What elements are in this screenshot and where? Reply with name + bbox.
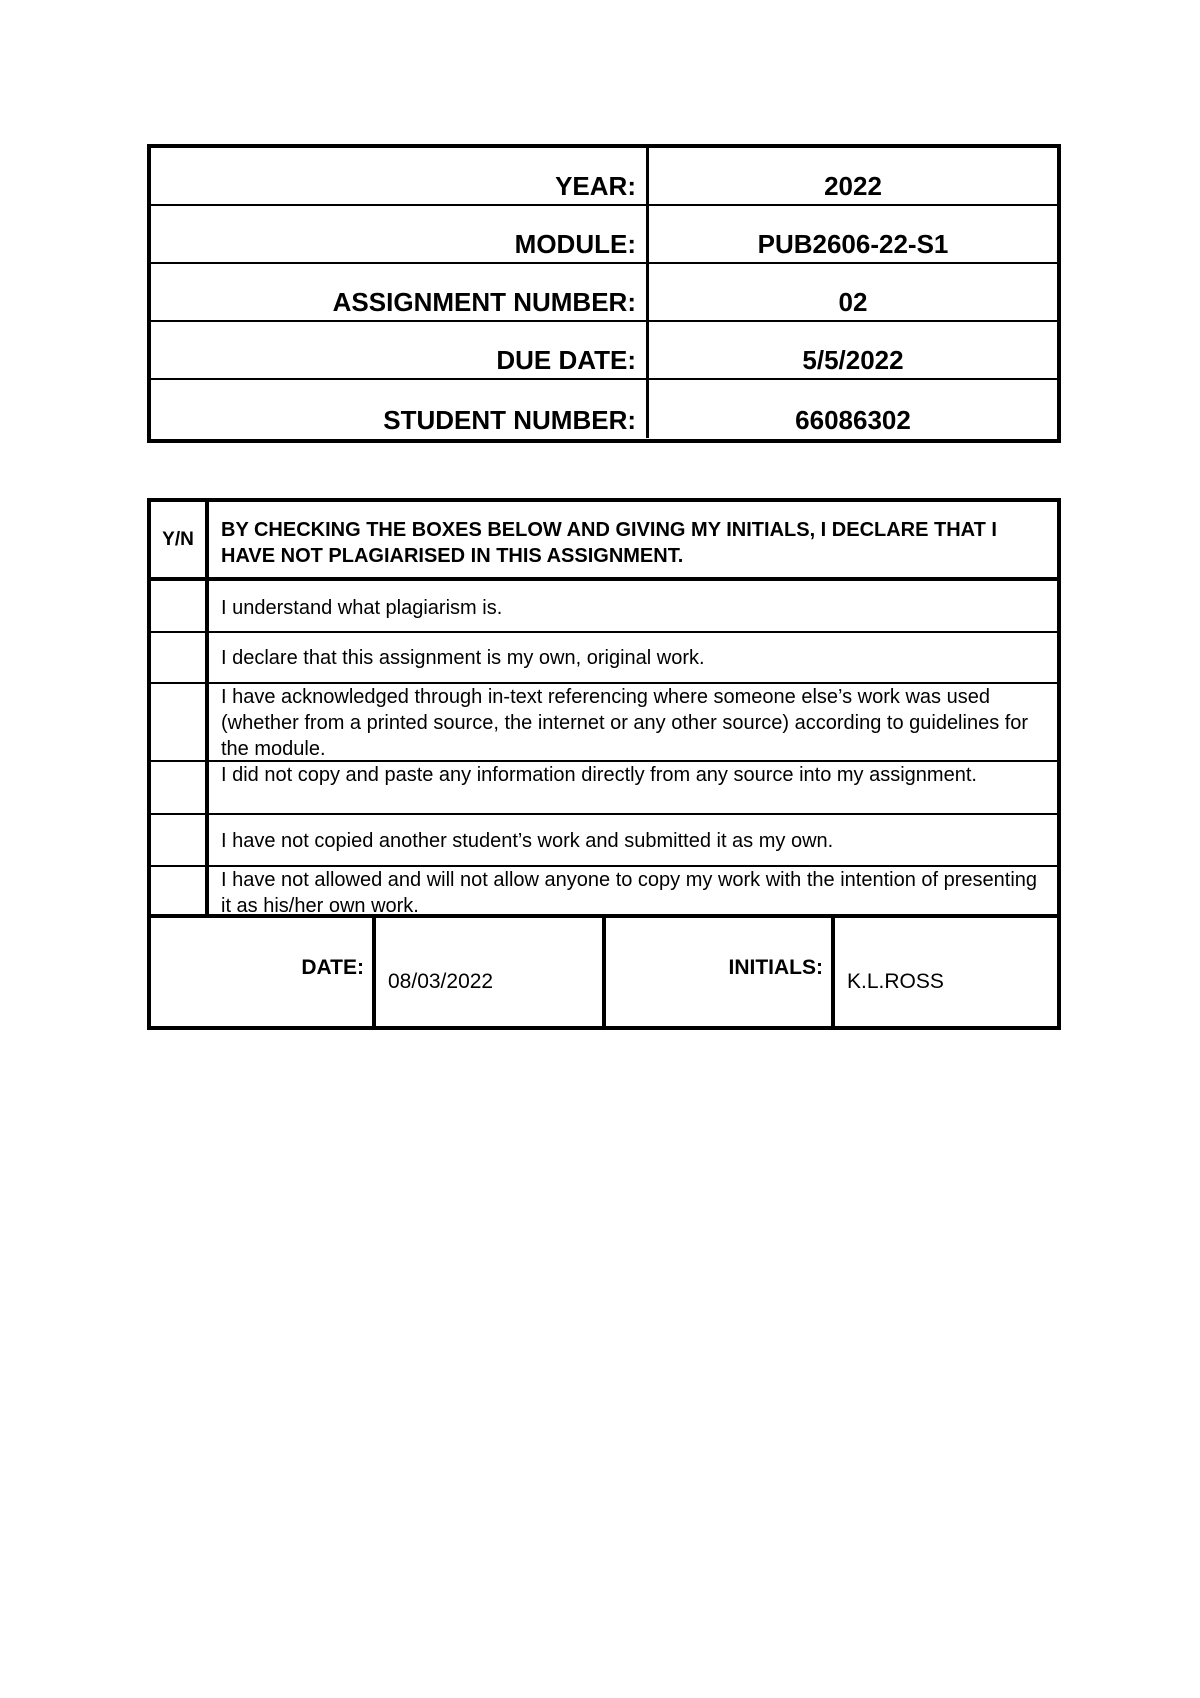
declaration-heading: BY CHECKING THE BOXES BELOW AND GIVING MY INITIALS, I DECLARE THAT I HAVE NOT PLAGIARISED IN THIS ASSIGNMENT. — [221, 519, 997, 567]
info-row-year — [151, 148, 1057, 206]
declaration-header-row — [151, 502, 1057, 581]
yn-header: Y/N — [151, 502, 209, 577]
info-row-module — [151, 206, 1057, 264]
declaration-statement: I have not allowed and will not allow anyone to copy my work with the intention of presenting it as his/her own work. — [221, 869, 1038, 917]
declaration-statement: I have acknowledged through in-text referencing where someone else’s work was used (whether from a printed source, the internet or any other source) according to guidelines for the module. — [221, 686, 1029, 760]
initials-field[interactable] — [835, 918, 1057, 1026]
initials-value: K.L.ROSS — [847, 970, 944, 993]
date-label: DATE: — [301, 956, 364, 979]
assignment-number-value: 02 — [838, 287, 868, 317]
student-number-value: 66086302 — [795, 405, 911, 435]
date-field[interactable] — [376, 918, 606, 1026]
declaration-statement: I have not copied another student’s work and submitted it as my own. — [221, 830, 834, 852]
yn-checkbox[interactable] — [151, 633, 209, 682]
date-value: 08/03/2022 — [388, 970, 494, 993]
yn-checkbox[interactable] — [151, 581, 209, 631]
student-number-label: STUDENT NUMBER: — [151, 380, 649, 438]
declaration-row — [151, 633, 1057, 684]
yn-checkbox[interactable] — [151, 815, 209, 865]
initials-label: INITIALS: — [728, 956, 823, 979]
info-row-due-date — [151, 322, 1057, 380]
declaration-statement: I understand what plagiarism is. — [221, 597, 503, 619]
plagiarism-declaration-table — [147, 498, 1061, 1030]
module-label: MODULE: — [151, 206, 649, 262]
declaration-row — [151, 684, 1057, 762]
date-label-cell — [151, 918, 376, 1026]
year-label: YEAR: — [151, 148, 649, 204]
yn-checkbox[interactable] — [151, 867, 209, 914]
yn-checkbox[interactable] — [151, 684, 209, 760]
due-date-value: 5/5/2022 — [802, 345, 904, 375]
declaration-row — [151, 815, 1057, 867]
signature-row — [151, 918, 1057, 1026]
info-row-student-number — [151, 380, 1057, 438]
declaration-row — [151, 581, 1057, 633]
declaration-row — [151, 762, 1057, 815]
info-row-assignment-number — [151, 264, 1057, 322]
due-date-label: DUE DATE: — [151, 322, 649, 378]
assignment-info-table — [147, 144, 1061, 443]
yn-checkbox[interactable] — [151, 762, 209, 813]
module-value: PUB2606-22-S1 — [757, 229, 949, 259]
year-value: 2022 — [824, 171, 882, 201]
declaration-statement: I declare that this assignment is my own, original work. — [221, 647, 705, 669]
declaration-row — [151, 867, 1057, 918]
initials-label-cell — [606, 918, 835, 1026]
assignment-number-label: ASSIGNMENT NUMBER: — [151, 264, 649, 320]
declaration-statement: I did not copy and paste any information directly from any source into my assignment. — [221, 764, 977, 786]
